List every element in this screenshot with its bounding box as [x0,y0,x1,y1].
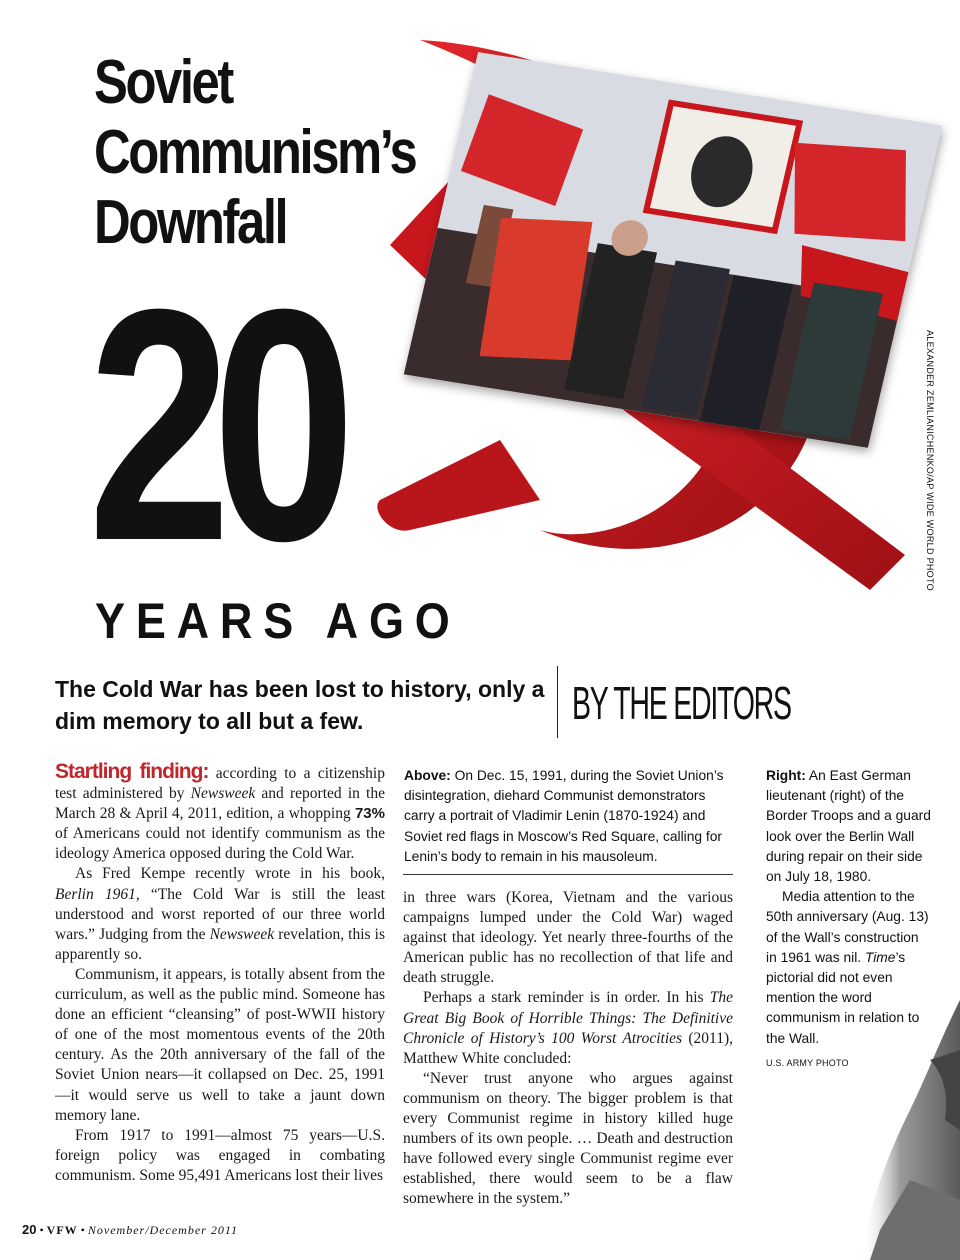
paragraph [403,988,733,1068]
publication-name: Newsweek [209,925,275,943]
paragraph: From 1917 to 1991—almost 75 years—U.S. foreign policy was engaged in combating communism. Some 95,491 Americans lost their lives [55,1126,385,1184]
byline: BY THE EDITORS [572,677,791,729]
paragraph [55,864,385,964]
title-line-2: Communism’s [94,118,416,187]
text: Media attention to the 50th anniversary (Aug. 13) of the Wall’s construction in 1961 was nil. [766,889,929,965]
caption-above [404,766,734,867]
publication-name: Newsweek [190,785,256,803]
caption-text: An East German lieutenant (right) of the Border Troops and a guard look over the Berlin Wall during repair on their side on July 18, 1980. [766,768,931,885]
title-number: 20 [88,240,337,609]
book-title: The Great Big Book of Horrible Things: The Definitive Chronicle of History’s 100 Worst Atrocities [403,989,733,1047]
book-title: Berlin 1961, [55,885,140,903]
caption-label: Above: [404,768,451,783]
body-column-1 [55,762,385,1186]
text: revelation, this is apparently so. [55,925,385,963]
quote-paragraph: “Never trust anyone who argues against communism on theory. The bigger problem is that every Communist regime in history killed huge numbers of its own people. … Death and destruction have followed every single Communist regime ever established, there would seem to be a flaw somewhere in the system.” [403,1069,733,1208]
text: ’s pictorial did not even mention the word communism in relation to the Wall. [766,949,920,1046]
body-column-2 [403,888,733,1210]
separator: • [36,1223,47,1237]
caption-text: On Dec. 15, 1991, during the Soviet Union’s disintegration, diehard Communist demonstrators carry a portrait of Vladimir Lenin (1870-1924) and Soviet red flags in Moscow’s Red Square, calling for Lenin’s body to remain in his mausoleum. [404,768,724,864]
issue-date: November/December 2011 [87,1223,238,1237]
paragraph: Communism, it appears, is totally absent from the curriculum, as well as the public mind. Someone has done an efficient “cleansing” of post-WWII history of one of the most momentous events of the 20th century. As the 20th anniversary of the fall of the Soviet Union nears—it collapsed on Dec. 25, 1991—it would serve us well to take a jaunt down memory lane. [55,965,385,1124]
paragraph: in three wars (Korea, Vietnam and the various campaigns lumped under the Cold War) waged against that ideology. Yet nearly three-fourths of the American public has no recollection of that life and death struggle. [403,889,733,987]
photo-credit: ALEXANDER ZEMLIANICHENKO/AP WIDE WORLD PHOTO [925,330,935,591]
magazine-name: VFW [46,1223,78,1237]
page-footer [22,1222,238,1238]
text: Perhaps a stark reminder is in order. In his [423,989,710,1007]
title-line-3: Downfall [94,188,287,257]
text: of Americans could not identify communism as the ideology America opposed during the Cold War. [55,825,385,863]
page-number: 20 [22,1222,37,1237]
title-years-ago: YEARS AGO [95,593,461,649]
text: (2011), Matthew White concluded: [403,1029,733,1067]
caption-label: Right: [766,768,806,783]
paragraph [55,762,385,864]
separator: • [77,1223,88,1237]
text: As Fred Kempe recently wrote in his book, [75,865,385,883]
berlin-wall-soldier-photo [850,1000,960,1260]
text: according to a citizenship test administered by [55,765,385,803]
caption-credit: U.S. ARMY PHOTO [766,1057,849,1068]
title-line-1: Soviet [94,48,232,117]
text: “The Cold War is still the least understood and worst reported of our three world wars.” Judging from the [55,885,385,943]
percentage: 73% [354,805,385,823]
lead-in: Startling finding: [55,760,209,783]
vertical-divider [557,666,558,738]
subhead: The Cold War has been lost to history, only a dim memory to all but a few. [55,676,545,734]
caption-rule [403,874,733,875]
text: and reported in the March 28 & April 4, 2011, edition, a whopping [55,785,385,823]
publication-name: Time [864,949,896,965]
